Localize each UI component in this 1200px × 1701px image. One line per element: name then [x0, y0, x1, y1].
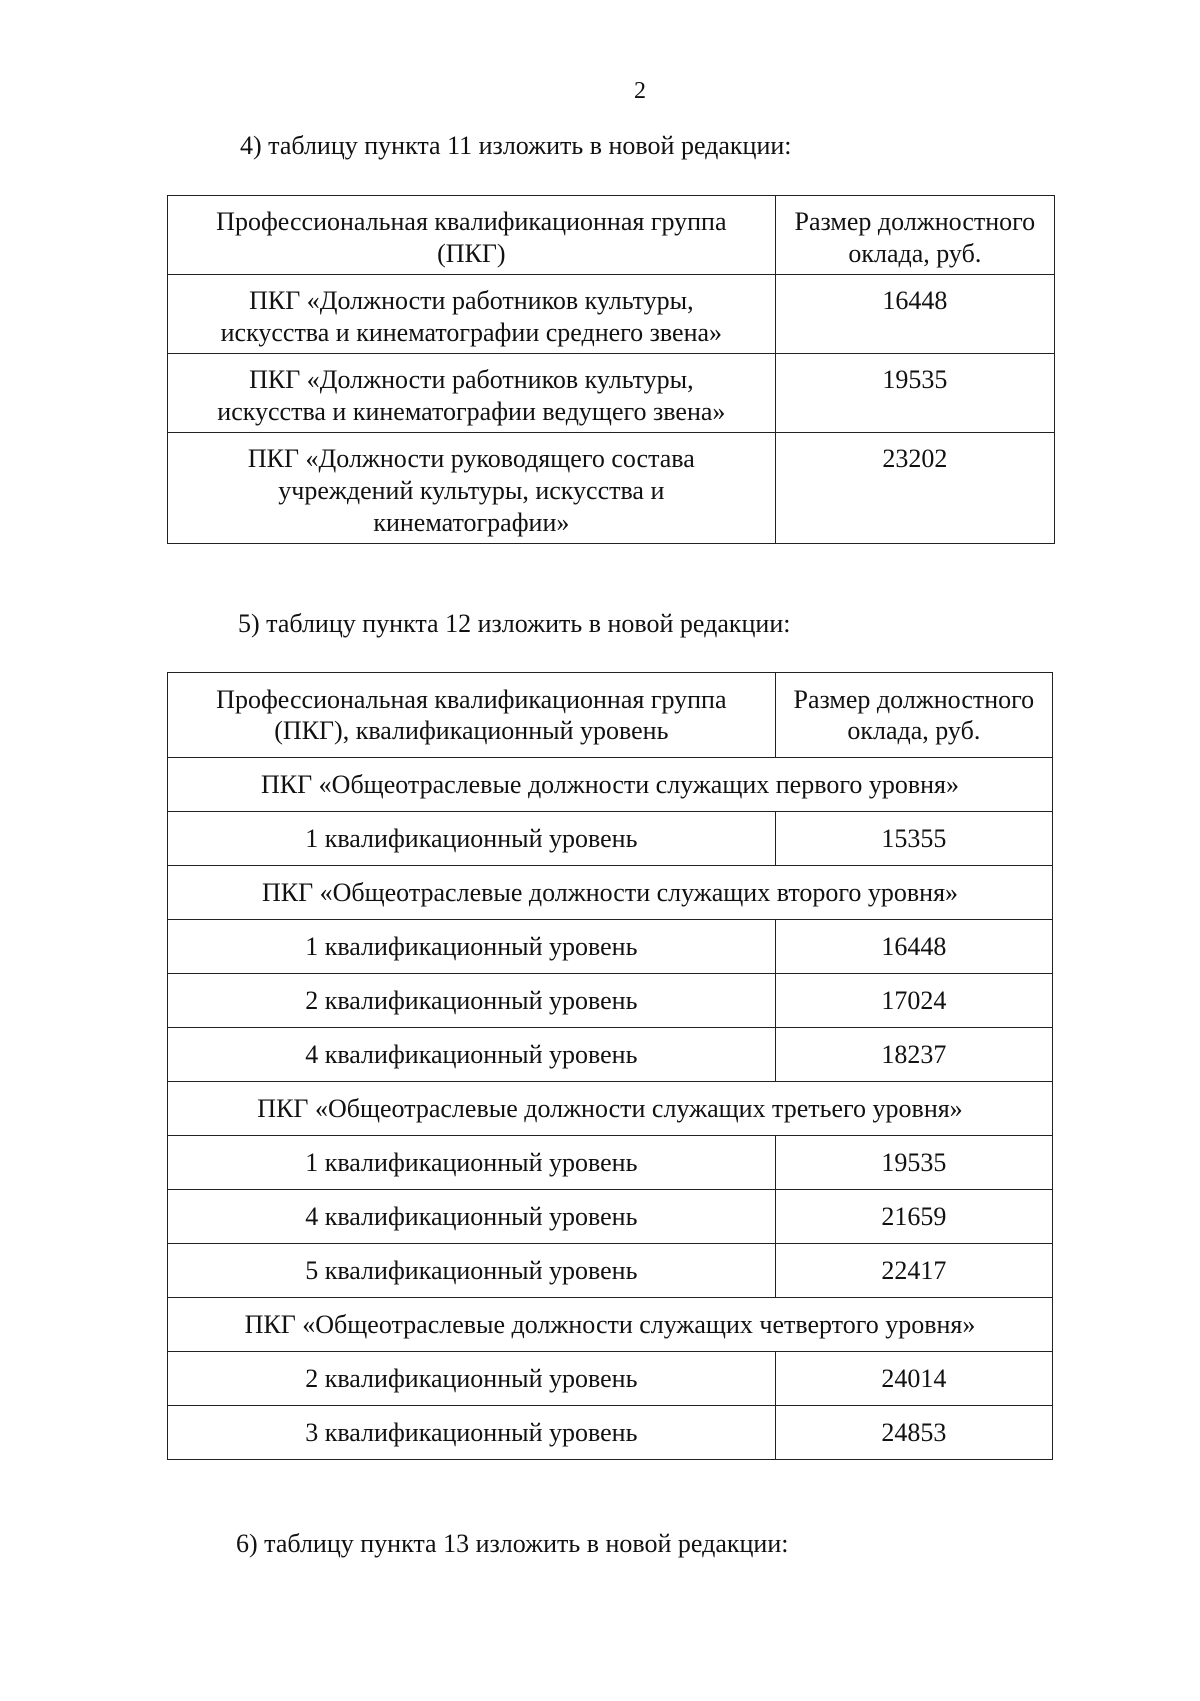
- header-line: оклада, руб.: [848, 239, 982, 268]
- table-row: [168, 812, 1053, 866]
- table-item-12: [167, 672, 1053, 1460]
- group-name-cell: [168, 275, 776, 354]
- salary-cell: 23202: [775, 433, 1054, 544]
- page-number: 2: [634, 78, 646, 104]
- group-title-cell: ПКГ «Общеотраслевые должности служащих четвертого уровня»: [168, 1298, 1053, 1352]
- table-row: [168, 1028, 1053, 1082]
- table-row: [168, 1190, 1053, 1244]
- header-line: Профессиональная квалификационная группа: [216, 207, 727, 236]
- group-title-cell: ПКГ «Общеотраслевые должности служащих третьего уровня»: [168, 1082, 1053, 1136]
- cell-line: ПКГ «Должности работников культуры,: [249, 365, 694, 394]
- cell-line: ПКГ «Должности работников культуры,: [249, 286, 694, 315]
- table-row: [168, 1244, 1053, 1298]
- table-row: [168, 1352, 1053, 1406]
- header-cell-group: [168, 673, 776, 758]
- cell-line: ПКГ «Должности руководящего состава: [247, 444, 695, 473]
- table-row: [168, 920, 1053, 974]
- header-cell-salary: [775, 196, 1054, 275]
- group-title-row: [168, 1082, 1053, 1136]
- group-name-cell: [168, 354, 776, 433]
- salary-cell: 17024: [775, 974, 1052, 1028]
- salary-cell: 24014: [775, 1352, 1052, 1406]
- salary-cell: 19535: [775, 354, 1054, 433]
- salary-cell: 24853: [775, 1406, 1052, 1460]
- salary-cell: 16448: [775, 920, 1052, 974]
- salary-cell: 15355: [775, 812, 1052, 866]
- cell-line: кинематографии»: [373, 508, 570, 537]
- group-name-cell: [168, 433, 776, 544]
- table-row: [168, 275, 1055, 354]
- table-item-11: [167, 195, 1055, 544]
- table-row: [168, 354, 1055, 433]
- level-cell: 3 квалификационный уровень: [168, 1406, 776, 1460]
- section-6-intro: 6) таблицу пункта 13 изложить в новой редакции:: [236, 1529, 789, 1558]
- level-cell: 1 квалификационный уровень: [168, 1136, 776, 1190]
- level-cell: 2 квалификационный уровень: [168, 974, 776, 1028]
- header-cell-group: [168, 196, 776, 275]
- level-cell: 4 квалификационный уровень: [168, 1190, 776, 1244]
- salary-cell: 18237: [775, 1028, 1052, 1082]
- header-cell-salary: [775, 673, 1052, 758]
- section-4-intro: 4) таблицу пункта 11 изложить в новой редакции:: [240, 131, 792, 160]
- cell-line: учреждений культуры, искусства и: [278, 476, 665, 505]
- group-title-row: [168, 758, 1053, 812]
- header-line: Размер должностного: [794, 207, 1036, 236]
- header-line: Профессиональная квалификационная группа: [216, 685, 727, 714]
- header-line: (ПКГ): [437, 239, 506, 268]
- group-title-cell: ПКГ «Общеотраслевые должности служащих второго уровня»: [168, 866, 1053, 920]
- header-line: Размер должностного: [793, 685, 1035, 714]
- cell-line: искусства и кинематографии ведущего звена»: [217, 397, 726, 426]
- section-5-intro: 5) таблицу пункта 12 изложить в новой редакции:: [238, 609, 791, 638]
- table-header-row: [168, 673, 1053, 758]
- level-cell: 1 квалификационный уровень: [168, 812, 776, 866]
- table-row: [168, 1136, 1053, 1190]
- salary-cell: 21659: [775, 1190, 1052, 1244]
- salary-cell: 22417: [775, 1244, 1052, 1298]
- header-line: оклада, руб.: [847, 716, 981, 745]
- group-title-cell: ПКГ «Общеотраслевые должности служащих первого уровня»: [168, 758, 1053, 812]
- level-cell: 5 квалификационный уровень: [168, 1244, 776, 1298]
- salary-cell: 19535: [775, 1136, 1052, 1190]
- cell-line: искусства и кинематографии среднего звена»: [220, 318, 723, 347]
- group-title-row: [168, 866, 1053, 920]
- level-cell: 1 квалификационный уровень: [168, 920, 776, 974]
- table-row: [168, 974, 1053, 1028]
- header-line: (ПКГ), квалификационный уровень: [274, 716, 669, 745]
- table-row: [168, 1406, 1053, 1460]
- group-title-row: [168, 1298, 1053, 1352]
- level-cell: 4 квалификационный уровень: [168, 1028, 776, 1082]
- table-header-row: [168, 196, 1055, 275]
- salary-cell: 16448: [775, 275, 1054, 354]
- table-row: [168, 433, 1055, 544]
- level-cell: 2 квалификационный уровень: [168, 1352, 776, 1406]
